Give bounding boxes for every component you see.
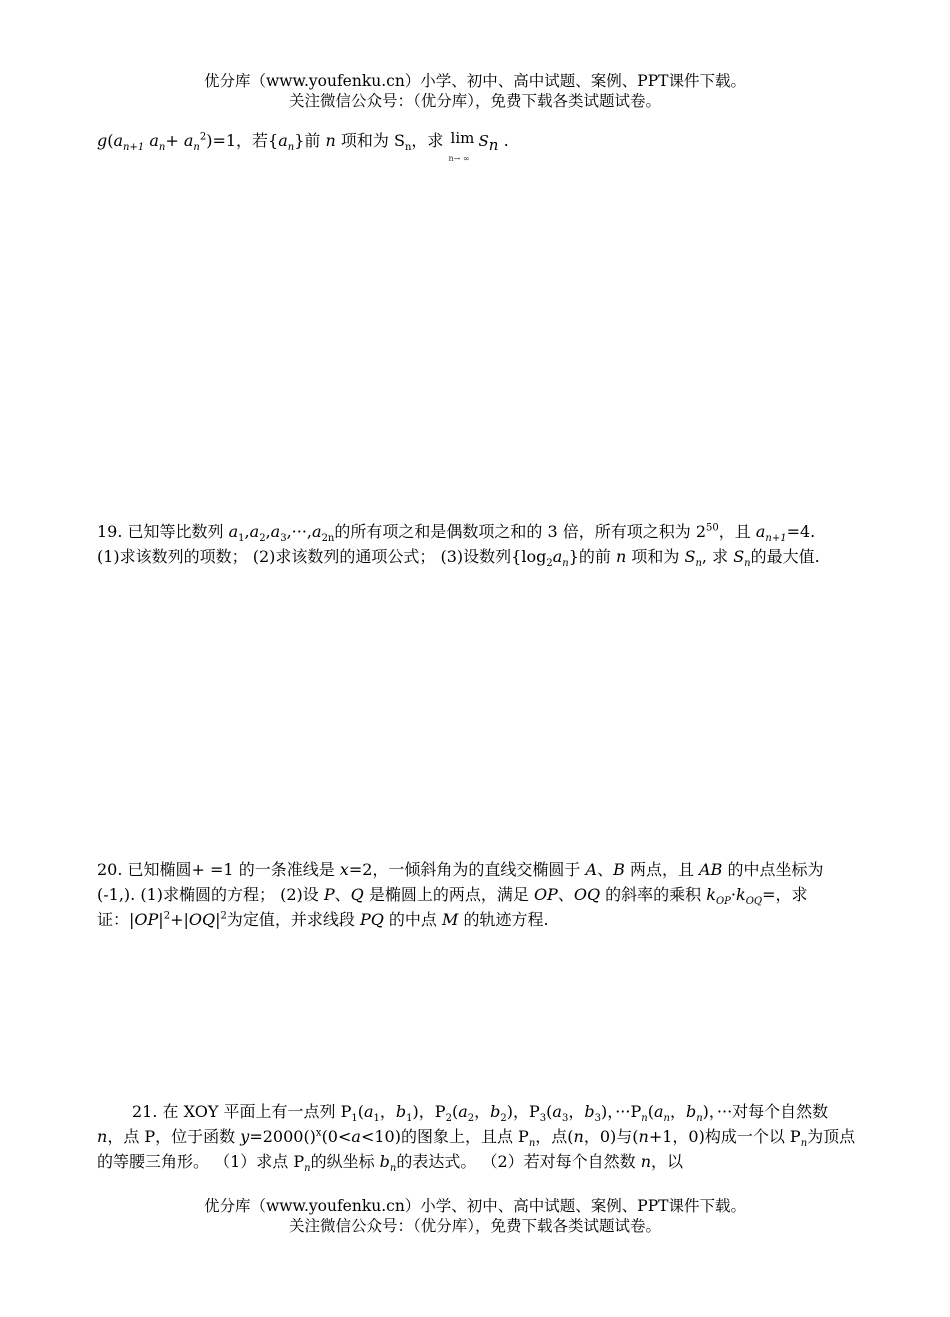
question-20: 20. 已知椭圆+ =1 的一条准线是 x=2，一倾斜角为的直线交椭圆于 A、B 两点，且 AB 的中点坐标为(-1,). (1)求椭圆的方程； (2)设 P、Q 是椭圆上的两点，满足 OP、OQ 的斜率的乘积 $k_{OP}\cdot k_{OQ}=$，求证：$|OP|^2+|OQ|^2$为定值，并求线段 PQ 的中点 M 的轨迹方程. xyxy=(97,860,824,929)
page-footer xyxy=(0,1196,950,1236)
question-21: 21. 在 XOY 平面上有一点列 $P_1(a_1$，$b_1$)，$P_2(a_2$，$b_2$)，$P_3(a_3$，$b_3$)，$\cdot\cdot\cdot P_n(a_n$，$b_n$)，···对每个自然数 n，点 P，位于函数 y=2000()$^x$(0<a<10)的图象上，且点 $P_n$，点(n，0)与(n+1，0)构成一个以 $P_n$为顶点的等腰三角形。 （1）求点 $P_n$的纵坐标 $b_n$的表达式。 （2）若对每个自然数 n，以 xyxy=(97,1102,856,1175)
limit-expression: lim n→ ∞ xyxy=(448,129,475,163)
page-header xyxy=(0,71,950,111)
footer-line-1: 优分库（www.youfenku.cn）小学、初中、高中试题、案例、PPT课件下载。 xyxy=(203,1197,747,1215)
question-18-continuation: $g(a_{n+1}$ $a_n+ a_n^2)=1$，若$\{a_n\}$前 n 项和为 $S_n$，求 lim n→ ∞ $S_n$ . xyxy=(97,129,509,163)
header-line-1: 优分库（www.youfenku.cn）小学、初中、高中试题、案例、PPT课件下载。 xyxy=(203,72,747,90)
header-line-2: 关注微信公众号：（优分库），免费下载各类试题试卷。 xyxy=(288,92,661,110)
footer-line-2: 关注微信公众号：（优分库），免费下载各类试题试卷。 xyxy=(288,1217,661,1235)
question-19: 19. 已知等比数列 $a_1,a_2,a_3,\cdot\cdot\cdot,a_{2n}$的所有项之和是偶数项之和的 3 倍，所有项之积为 $2^{50}$，且 $a_{n+1}=4$. (1)求该数列的项数； (2)求该数列的通项公式； (3)设数列$\{\log_2a_n\}$的前 n 项和为 $S_n$, 求 $S_n$的最大值. xyxy=(97,522,820,570)
